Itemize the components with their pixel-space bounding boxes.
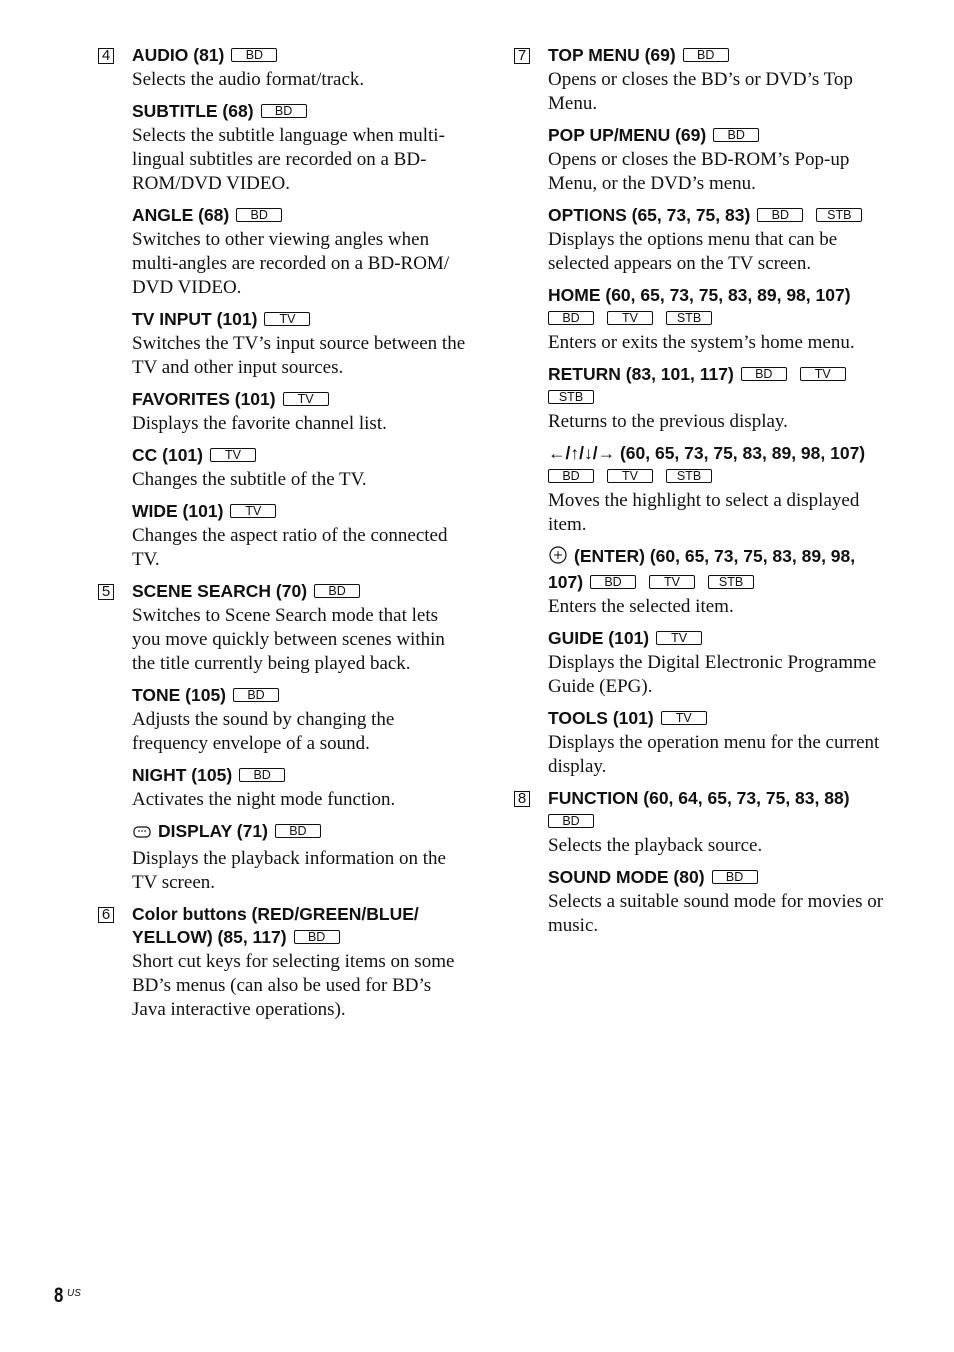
entry-description: Switches to Scene Search mode that lets you move quickly between scenes within the title currently being played back. bbox=[132, 605, 445, 674]
entry-heading bbox=[548, 787, 884, 833]
entry-title: TOP MENU (69) bbox=[548, 45, 676, 65]
badge-row bbox=[548, 465, 884, 488]
badge-bd: BD bbox=[236, 208, 282, 222]
entry-heading bbox=[132, 308, 468, 331]
badge-bd: BD bbox=[741, 367, 787, 381]
entry-heading bbox=[548, 545, 884, 594]
entry-angle bbox=[132, 204, 468, 300]
entry-description: Selects the audio format/track. bbox=[132, 69, 365, 90]
section-8 bbox=[512, 787, 884, 938]
badge-row bbox=[548, 386, 884, 409]
entry-options bbox=[548, 204, 884, 276]
badge-bd: BD bbox=[275, 824, 321, 838]
entry-title-line2: 107) bbox=[548, 572, 584, 592]
badge-tv: TV bbox=[800, 367, 846, 381]
badge-bd: BD bbox=[683, 48, 729, 62]
enter-icon bbox=[548, 545, 568, 571]
badge-tv: TV bbox=[607, 469, 653, 483]
entry-heading bbox=[132, 100, 468, 123]
entry-heading bbox=[132, 580, 468, 603]
entry-heading bbox=[548, 44, 884, 67]
badge-bd: BD bbox=[294, 930, 340, 944]
entry-description: Displays the favorite channel list. bbox=[132, 413, 387, 434]
entry-heading bbox=[132, 388, 468, 411]
entry-heading bbox=[548, 124, 884, 147]
entry-title: HOME (60, 65, 73, 75, 83, 89, 98, 107) bbox=[548, 285, 851, 305]
entry-top-menu bbox=[548, 44, 884, 116]
entry-title: TOOLS (101) bbox=[548, 708, 654, 728]
section-number: 7 bbox=[514, 48, 530, 64]
entry-home bbox=[548, 284, 884, 355]
badge-tv: TV bbox=[656, 631, 702, 645]
entry-description: Switches to other viewing angles when multi-angles are recorded on a BD-ROM/ DVD VIDEO. bbox=[132, 229, 450, 298]
badge-bd: BD bbox=[239, 768, 285, 782]
entry-heading bbox=[548, 442, 884, 488]
badge-tv: TV bbox=[283, 392, 329, 406]
entry-tv-input bbox=[132, 308, 468, 380]
badge-tv: TV bbox=[649, 575, 695, 589]
badge-stb: STB bbox=[816, 208, 862, 222]
badge-stb: STB bbox=[666, 469, 712, 483]
entry-description: Displays the options menu that can be selected appears on the TV screen. bbox=[548, 229, 838, 274]
entry-heading bbox=[132, 764, 468, 787]
entry-heading bbox=[132, 820, 468, 846]
entry-description: Selects the playback source. bbox=[548, 835, 763, 856]
entry-description: Switches the TV’s input source between the TV and other input sources. bbox=[132, 333, 466, 378]
entry-guide bbox=[548, 627, 884, 699]
entry-heading bbox=[548, 204, 884, 227]
entry-title: NIGHT (105) bbox=[132, 765, 233, 785]
badge-tv: TV bbox=[607, 311, 653, 325]
entry-audio bbox=[132, 44, 468, 92]
entry-title: FAVORITES (101) bbox=[132, 389, 276, 409]
entry-description: Selects a suitable sound mode for movies or music. bbox=[548, 891, 884, 936]
entry-title: DISPLAY (71) bbox=[158, 821, 268, 841]
entry-description: Opens or closes the BD-ROM’s Pop-up Menu, or the DVD’s menu. bbox=[548, 149, 850, 194]
left-column bbox=[96, 44, 468, 1030]
section-number: 6 bbox=[98, 907, 114, 923]
entry-title: WIDE (101) bbox=[132, 501, 224, 521]
entry-title-line1: Color buttons (RED/GREEN/BLUE/ bbox=[132, 904, 419, 924]
entry-night bbox=[132, 764, 468, 812]
entry-return bbox=[548, 363, 884, 434]
entry-title: SCENE SEARCH (70) bbox=[132, 581, 308, 601]
entry-title: ←/↑/↓/→ (60, 65, 73, 75, 83, 89, 98, 107) bbox=[548, 443, 866, 463]
entry-title: AUDIO (81) bbox=[132, 45, 225, 65]
entry-cc bbox=[132, 444, 468, 492]
badge-stb: STB bbox=[548, 390, 594, 404]
entry-description: Opens or closes the BD’s or DVD’s Top Menu. bbox=[548, 69, 853, 114]
section-number: 8 bbox=[514, 791, 530, 807]
entry-favorites bbox=[132, 388, 468, 436]
entry-enter bbox=[548, 545, 884, 619]
badge-stb: STB bbox=[666, 311, 712, 325]
entry-description: Short cut keys for selecting items on some BD’s menus (can also be used for BD’s Java interactive operations). bbox=[132, 951, 455, 1020]
entry-function bbox=[548, 787, 884, 858]
entry-subtitle bbox=[132, 100, 468, 196]
entry-tone bbox=[132, 684, 468, 756]
entry-title: ANGLE (68) bbox=[132, 205, 230, 225]
entry-heading bbox=[132, 903, 468, 949]
badge-bd: BD bbox=[233, 688, 279, 702]
entry-description: Displays the operation menu for the current display. bbox=[548, 732, 880, 777]
entry-heading bbox=[548, 363, 884, 409]
entry-title: TONE (105) bbox=[132, 685, 227, 705]
entry-description: Moves the highlight to select a displayed item. bbox=[548, 490, 860, 535]
entry-title-line1: (ENTER) (60, 65, 73, 75, 83, 89, 98, bbox=[574, 546, 856, 566]
page-number: 8 bbox=[54, 1284, 64, 1307]
entry-heading bbox=[132, 44, 468, 67]
entry-sound-mode bbox=[548, 866, 884, 938]
entry-title: FUNCTION (60, 64, 65, 73, 75, 83, 88) bbox=[548, 788, 850, 808]
section-number: 5 bbox=[98, 584, 114, 600]
right-column bbox=[512, 44, 884, 946]
badge-bd: BD bbox=[231, 48, 277, 62]
entry-description: Selects the subtitle language when multi-lingual subtitles are recorded on a BD-ROM/DVD VIDEO. bbox=[132, 125, 445, 194]
badge-tv: TV bbox=[210, 448, 256, 462]
section-6 bbox=[96, 903, 468, 1022]
entry-display bbox=[132, 820, 468, 895]
entry-heading bbox=[548, 866, 884, 889]
entry-scene-search bbox=[132, 580, 468, 676]
entry-title: POP UP/MENU (69) bbox=[548, 125, 707, 145]
entry-arrows bbox=[548, 442, 884, 537]
badge-bd: BD bbox=[548, 311, 594, 325]
badge-tv: TV bbox=[661, 711, 707, 725]
entry-heading bbox=[548, 627, 884, 650]
badge-bd: BD bbox=[713, 128, 759, 142]
entry-title: RETURN (83, 101, 117) bbox=[548, 364, 734, 384]
entry-title: GUIDE (101) bbox=[548, 628, 650, 648]
entry-description: Activates the night mode function. bbox=[132, 789, 396, 810]
entry-title: OPTIONS (65, 73, 75, 83) bbox=[548, 205, 751, 225]
entry-heading bbox=[132, 684, 468, 707]
entry-description: Changes the subtitle of the TV. bbox=[132, 469, 367, 490]
badge-bd: BD bbox=[757, 208, 803, 222]
entry-description: Displays the playback information on the TV screen. bbox=[132, 848, 446, 893]
entry-heading bbox=[132, 444, 468, 467]
entry-heading bbox=[548, 707, 884, 730]
entry-title: SOUND MODE (80) bbox=[548, 867, 705, 887]
page-number-suffix: US bbox=[67, 1288, 81, 1299]
badge-row bbox=[548, 810, 884, 833]
badge-tv: TV bbox=[264, 312, 310, 326]
entry-title-line2: YELLOW) (85, 117) bbox=[132, 927, 287, 947]
entry-tools bbox=[548, 707, 884, 779]
entry-color-buttons bbox=[132, 903, 468, 1022]
entry-heading bbox=[132, 204, 468, 227]
entry-description: Enters or exits the system’s home menu. bbox=[548, 332, 855, 353]
section-4 bbox=[96, 44, 468, 572]
entry-description: Changes the aspect ratio of the connected TV. bbox=[132, 525, 448, 570]
entry-description: Displays the Digital Electronic Programme Guide (EPG). bbox=[548, 652, 877, 697]
entry-title: CC (101) bbox=[132, 445, 203, 465]
entry-description: Adjusts the sound by changing the frequency envelope of a sound. bbox=[132, 709, 395, 754]
entry-description: Enters the selected item. bbox=[548, 596, 734, 617]
badge-bd: BD bbox=[712, 870, 758, 884]
section-7 bbox=[512, 44, 884, 779]
badge-tv: TV bbox=[230, 504, 276, 518]
badge-bd: BD bbox=[548, 469, 594, 483]
entry-popup-menu bbox=[548, 124, 884, 196]
badge-row bbox=[548, 307, 884, 330]
entry-title: SUBTITLE (68) bbox=[132, 101, 254, 121]
entry-heading bbox=[132, 500, 468, 523]
badge-bd: BD bbox=[261, 104, 307, 118]
entry-description: Returns to the previous display. bbox=[548, 411, 788, 432]
entry-heading bbox=[548, 284, 884, 330]
entry-wide bbox=[132, 500, 468, 572]
section-5 bbox=[96, 580, 468, 895]
badge-stb: STB bbox=[708, 575, 754, 589]
section-number: 4 bbox=[98, 48, 114, 64]
badge-bd: BD bbox=[314, 584, 360, 598]
badge-bd: BD bbox=[548, 814, 594, 828]
entry-title: TV INPUT (101) bbox=[132, 309, 258, 329]
display-icon bbox=[132, 823, 152, 846]
badge-bd: BD bbox=[590, 575, 636, 589]
